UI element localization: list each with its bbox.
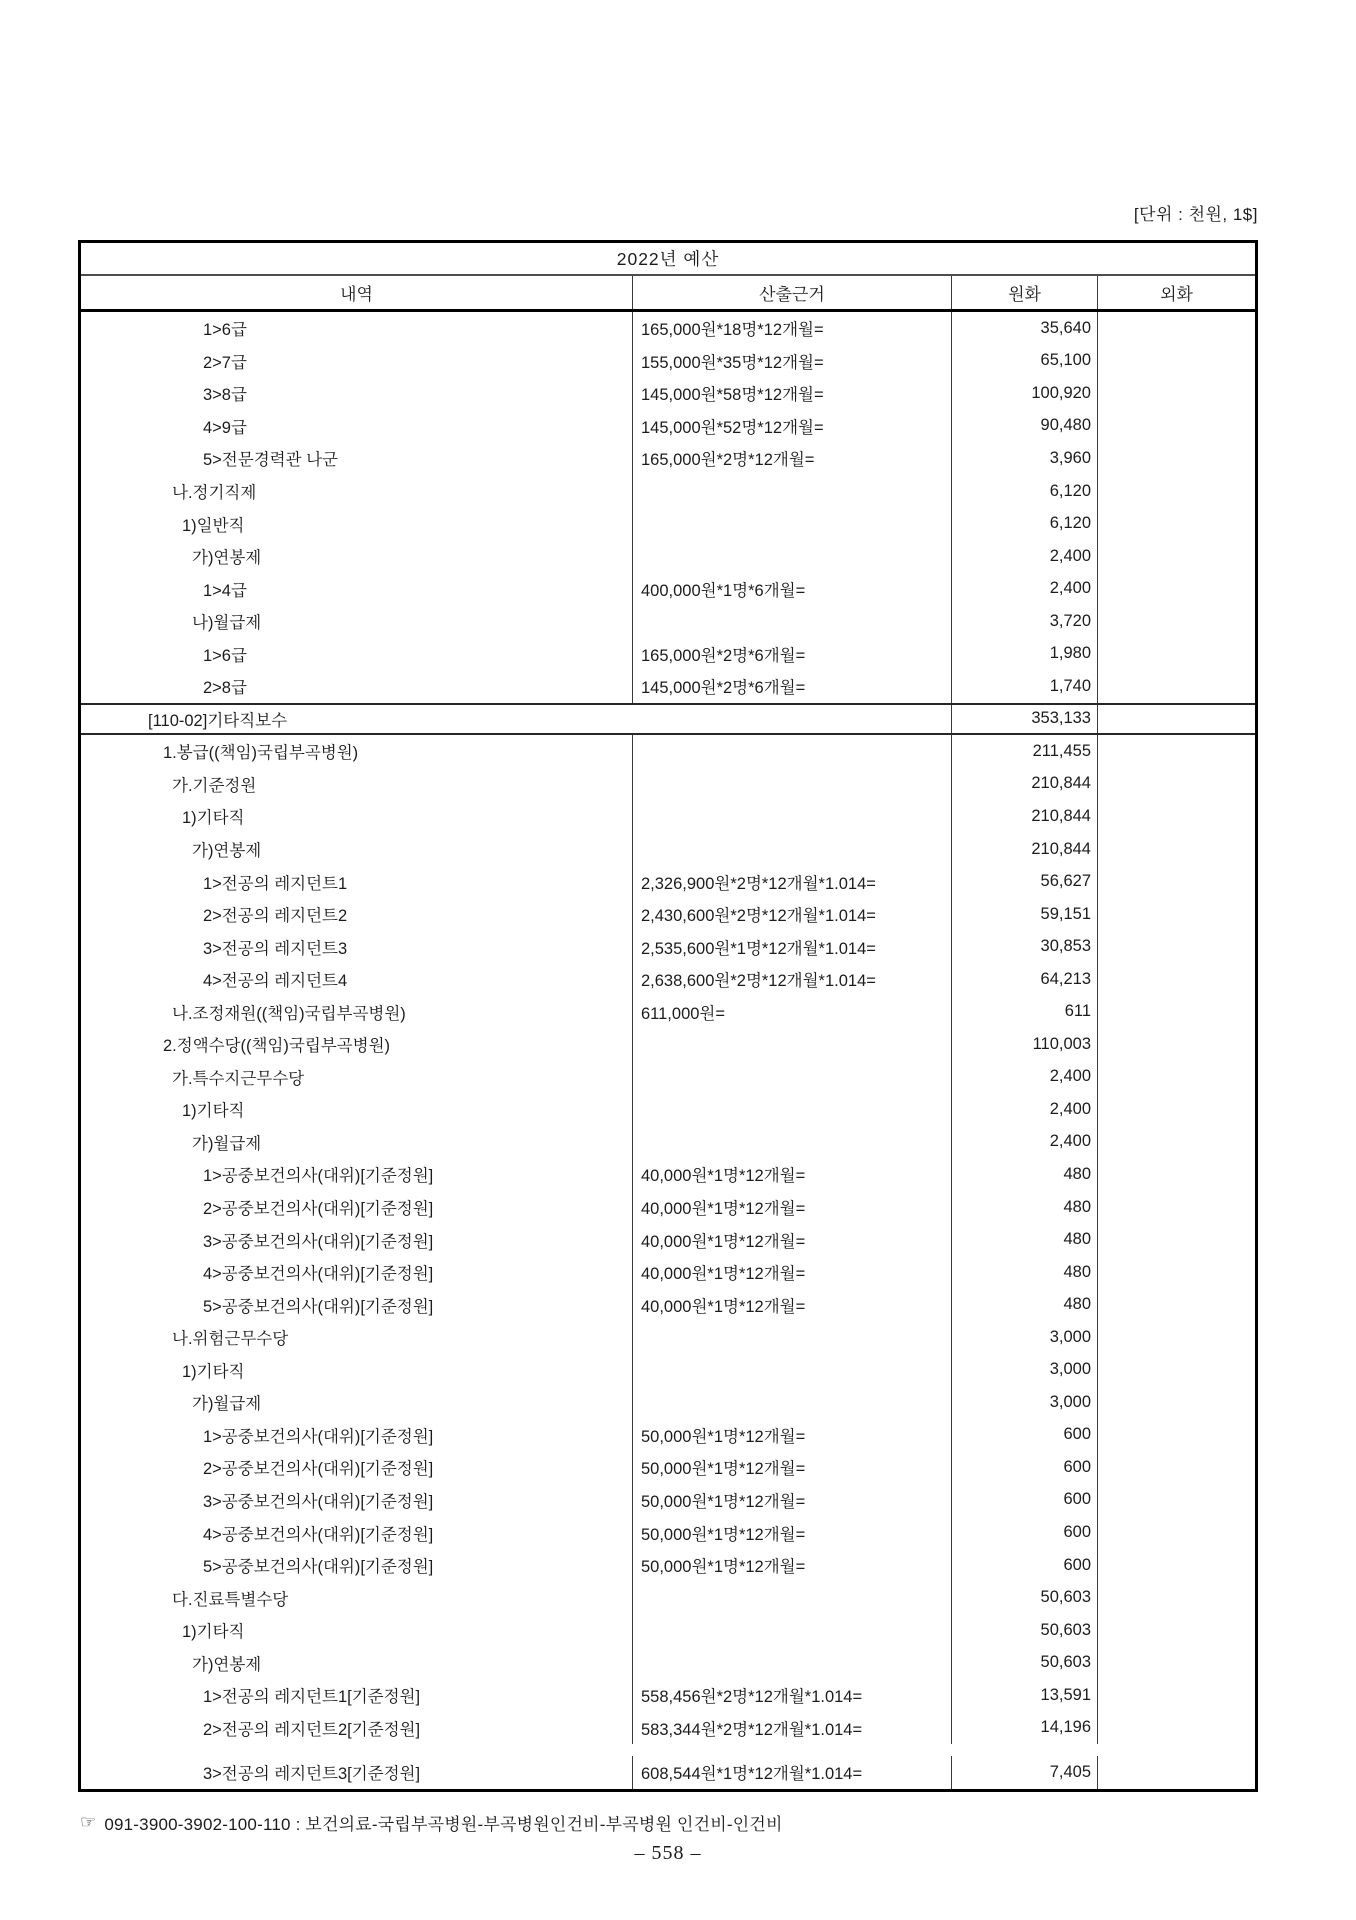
cell-fx (1098, 605, 1255, 638)
table-body (81, 312, 1255, 1789)
cell-detail: 나.조정재원((책임)국립부곡병원) (81, 995, 633, 1028)
cell-detail: 3>전공의 레지던트3 (81, 930, 633, 963)
cell-fx (1098, 1451, 1255, 1484)
cell-krw: 6,120 (952, 507, 1098, 540)
cell-fx (1098, 1646, 1255, 1679)
cell-basis: 155,000원*35명*12개월= (633, 345, 952, 378)
table-header-row (81, 276, 1255, 312)
cell-basis (633, 768, 952, 801)
cell-fx (1098, 768, 1255, 801)
cell-basis (633, 1061, 952, 1094)
cell-krw: 65,100 (952, 345, 1098, 378)
cell-detail: 5>공중보건의사(대위)[기준정원] (81, 1288, 633, 1321)
cell-basis (633, 1354, 952, 1387)
table-row (81, 1646, 1255, 1679)
table-row (81, 1386, 1255, 1419)
cell-fx (1098, 637, 1255, 670)
cell-krw: 1,980 (952, 637, 1098, 670)
cell-detail: 1>6급 (81, 637, 633, 670)
cell-krw: 6,120 (952, 475, 1098, 508)
table-row (81, 995, 1255, 1028)
cell-basis (633, 1646, 952, 1679)
cell-fx (1098, 963, 1255, 996)
cell-fx (1098, 540, 1255, 573)
table-row (81, 1354, 1255, 1387)
cell-basis: 608,544원*1명*12개월*1.014= (633, 1756, 952, 1789)
cell-fx (1098, 670, 1255, 703)
table-row (81, 1191, 1255, 1224)
cell-fx (1098, 1191, 1255, 1224)
cell-detail: 3>공중보건의사(대위)[기준정원] (81, 1223, 633, 1256)
table-row (81, 377, 1255, 410)
cell-basis (633, 833, 952, 866)
cell-fx (1098, 1679, 1255, 1712)
cell-basis (633, 540, 952, 573)
col-header-basis: 산출근거 (633, 276, 952, 309)
table-row (81, 703, 1255, 736)
table-row (81, 540, 1255, 573)
cell-fx (1098, 1756, 1255, 1789)
cell-krw: 611 (952, 995, 1098, 1028)
table-row (81, 1419, 1255, 1452)
cell-krw: 600 (952, 1451, 1098, 1484)
table-row (81, 670, 1255, 703)
cell-basis: 2,535,600원*1명*12개월*1.014= (633, 930, 952, 963)
table-row (81, 768, 1255, 801)
cell-fx (1098, 442, 1255, 475)
cell-krw: 3,720 (952, 605, 1098, 638)
cell-basis (633, 475, 952, 508)
table-row (81, 1321, 1255, 1354)
cell-krw: 35,640 (952, 312, 1098, 345)
table-row (81, 930, 1255, 963)
table-row (81, 1223, 1255, 1256)
cell-krw: 100,920 (952, 377, 1098, 410)
cell-krw: 2,400 (952, 540, 1098, 573)
cell-krw: 7,405 (952, 1756, 1098, 1789)
cell-detail: 가.특수지근무수당 (81, 1061, 633, 1094)
cell-krw: 353,133 (952, 705, 1098, 734)
cell-fx (1098, 1516, 1255, 1549)
cell-basis: 145,000원*2명*6개월= (633, 670, 952, 703)
cell-krw: 50,603 (952, 1614, 1098, 1647)
cell-krw: 480 (952, 1191, 1098, 1224)
table-row (81, 442, 1255, 475)
cell-detail: 2>7급 (81, 345, 633, 378)
cell-fx (1098, 1549, 1255, 1582)
cell-basis: 2,638,600원*2명*12개월*1.014= (633, 963, 952, 996)
cell-krw: 13,591 (952, 1679, 1098, 1712)
cell-basis: 583,344원*2명*12개월*1.014= (633, 1712, 952, 1745)
cell-detail: 1)기타직 (81, 1354, 633, 1387)
cell-detail: 가)월급제 (81, 1126, 633, 1159)
cell-krw: 210,844 (952, 768, 1098, 801)
table-row (81, 1756, 1255, 1789)
cell-fx (1098, 1484, 1255, 1517)
cell-fx (1098, 1093, 1255, 1126)
cell-detail: 1>4급 (81, 572, 633, 605)
cell-krw: 3,960 (952, 442, 1098, 475)
cell-fx (1098, 833, 1255, 866)
cell-basis: 2,326,900원*2명*12개월*1.014= (633, 865, 952, 898)
table-row (81, 1158, 1255, 1191)
cell-krw: 59,151 (952, 898, 1098, 931)
cell-detail: 나.정기직제 (81, 475, 633, 508)
table-row (81, 507, 1255, 540)
cell-detail: 1>공중보건의사(대위)[기준정원] (81, 1419, 633, 1452)
table-row (81, 1614, 1255, 1647)
cell-fx (1098, 1581, 1255, 1614)
cell-detail: 4>전공의 레지던트4 (81, 963, 633, 996)
table-row (81, 1028, 1255, 1061)
table-row (81, 963, 1255, 996)
budget-table (78, 240, 1258, 1792)
cell-basis: 611,000원= (633, 995, 952, 1028)
cell-fx (1098, 1158, 1255, 1191)
cell-krw: 2,400 (952, 1061, 1098, 1094)
cell-krw: 30,853 (952, 930, 1098, 963)
cell-fx (1098, 1614, 1255, 1647)
cell-krw: 2,400 (952, 572, 1098, 605)
table-row (81, 735, 1255, 768)
cell-basis: 165,000원*2명*6개월= (633, 637, 952, 670)
cell-detail: 2.정액수당((책임)국립부곡병원) (81, 1028, 633, 1061)
cell-detail: 2>공중보건의사(대위)[기준정원] (81, 1191, 633, 1224)
cell-fx (1098, 1256, 1255, 1289)
cell-detail: 1>6급 (81, 312, 633, 345)
cell-fx (1098, 1321, 1255, 1354)
cell-detail: 4>공중보건의사(대위)[기준정원] (81, 1516, 633, 1549)
cell-krw: 50,603 (952, 1581, 1098, 1614)
table-row (81, 1126, 1255, 1159)
cell-detail: 4>9급 (81, 410, 633, 443)
cell-basis (633, 1321, 952, 1354)
cell-basis: 558,456원*2명*12개월*1.014= (633, 1679, 952, 1712)
cell-detail: 2>전공의 레지던트2[기준정원] (81, 1712, 633, 1745)
cell-detail: 가)월급제 (81, 1386, 633, 1419)
cell-krw: 600 (952, 1516, 1098, 1549)
table-row (81, 1712, 1255, 1745)
cell-basis: 145,000원*58명*12개월= (633, 377, 952, 410)
table-row (81, 898, 1255, 931)
cell-basis: 40,000원*1명*12개월= (633, 1158, 952, 1191)
cell-fx (1098, 898, 1255, 931)
cell-basis: 40,000원*1명*12개월= (633, 1256, 952, 1289)
cell-fx (1098, 800, 1255, 833)
cell-fx (1098, 1712, 1255, 1745)
cell-fx (1098, 1223, 1255, 1256)
cell-krw: 210,844 (952, 800, 1098, 833)
cell-detail: 다.진료특별수당 (81, 1581, 633, 1614)
cell-fx (1098, 507, 1255, 540)
cell-detail: 가)연봉제 (81, 540, 633, 573)
cell-basis (633, 800, 952, 833)
cell-detail: 2>전공의 레지던트2 (81, 898, 633, 931)
cell-basis: 40,000원*1명*12개월= (633, 1288, 952, 1321)
table-row (81, 637, 1255, 670)
cell-fx (1098, 1288, 1255, 1321)
cell-basis: 400,000원*1명*6개월= (633, 572, 952, 605)
cell-fx (1098, 705, 1255, 734)
cell-basis: 50,000원*1명*12개월= (633, 1549, 952, 1582)
cell-fx (1098, 1061, 1255, 1094)
table-row (81, 1256, 1255, 1289)
cell-basis (633, 605, 952, 638)
table-row (81, 1516, 1255, 1549)
cell-basis (633, 735, 952, 768)
unit-label: [단위 : 천원, 1$] (1133, 205, 1258, 224)
footer-note (80, 1810, 783, 1835)
cell-krw: 1,740 (952, 670, 1098, 703)
col-header-krw: 원화 (952, 276, 1098, 309)
page-number: – 558 – (634, 1842, 702, 1864)
cell-basis (633, 1581, 952, 1614)
cell-detail: 4>공중보건의사(대위)[기준정원] (81, 1256, 633, 1289)
cell-detail: 1)기타직 (81, 1614, 633, 1647)
cell-fx (1098, 1126, 1255, 1159)
cell-krw: 480 (952, 1158, 1098, 1191)
cell-fx (1098, 572, 1255, 605)
table-row (81, 605, 1255, 638)
cell-detail: 5>공중보건의사(대위)[기준정원] (81, 1549, 633, 1582)
table-row (81, 1484, 1255, 1517)
cell-basis: 40,000원*1명*12개월= (633, 1191, 952, 1224)
cell-krw: 56,627 (952, 865, 1098, 898)
cell-detail: 나.위험근무수당 (81, 1321, 633, 1354)
cell-krw: 3,000 (952, 1386, 1098, 1419)
cell-basis: 165,000원*18명*12개월= (633, 312, 952, 345)
cell-detail: 1>전공의 레지던트1[기준정원] (81, 1679, 633, 1712)
table-row (81, 410, 1255, 443)
cell-fx (1098, 1028, 1255, 1061)
cell-krw: 600 (952, 1549, 1098, 1582)
cell-detail: 가.기준정원 (81, 768, 633, 801)
cell-detail: 5>전문경력관 나군 (81, 442, 633, 475)
cell-detail: 1.봉급((책임)국립부곡병원) (81, 735, 633, 768)
cell-fx (1098, 345, 1255, 378)
cell-detail: 나)월급제 (81, 605, 633, 638)
cell-fx (1098, 475, 1255, 508)
cell-basis (633, 1126, 952, 1159)
col-header-fx: 외화 (1160, 285, 1193, 304)
table-row (81, 475, 1255, 508)
cell-detail: 3>8급 (81, 377, 633, 410)
cell-basis: 50,000원*1명*12개월= (633, 1516, 952, 1549)
table-row (81, 1679, 1255, 1712)
cell-basis (633, 1028, 952, 1061)
cell-krw: 110,003 (952, 1028, 1098, 1061)
table-row (81, 1549, 1255, 1582)
table-row (81, 312, 1255, 345)
cell-basis: 2,430,600원*2명*12개월*1.014= (633, 898, 952, 931)
table-row (81, 1093, 1255, 1126)
cell-detail: 1)일반직 (81, 507, 633, 540)
cell-fx (1098, 995, 1255, 1028)
table-row (81, 1451, 1255, 1484)
cell-fx (1098, 410, 1255, 443)
cell-basis: 50,000원*1명*12개월= (633, 1419, 952, 1452)
cell-detail: 2>공중보건의사(대위)[기준정원] (81, 1451, 633, 1484)
cell-krw: 480 (952, 1223, 1098, 1256)
table-row (81, 1288, 1255, 1321)
table-title: 2022년 예산 (81, 243, 1255, 276)
table-row (81, 1061, 1255, 1094)
cell-krw: 480 (952, 1256, 1098, 1289)
cell-krw: 480 (952, 1288, 1098, 1321)
cell-krw: 64,213 (952, 963, 1098, 996)
cell-fx (1098, 312, 1255, 345)
cell-detail: 가)연봉제 (81, 1646, 633, 1679)
cell-fx (1098, 735, 1255, 768)
cell-basis (633, 1093, 952, 1126)
cell-krw: 211,455 (952, 735, 1098, 768)
cell-detail: 1)기타직 (81, 1093, 633, 1126)
cell-basis (633, 1386, 952, 1419)
cell-detail: 3>공중보건의사(대위)[기준정원] (81, 1484, 633, 1517)
cell-fx (1098, 930, 1255, 963)
cell-fx (1098, 1386, 1255, 1419)
cell-detail: 2>8급 (81, 670, 633, 703)
table-row (81, 833, 1255, 866)
cell-krw: 3,000 (952, 1321, 1098, 1354)
table-row (81, 572, 1255, 605)
cell-krw: 14,196 (952, 1712, 1098, 1745)
cell-detail: 1)기타직 (81, 800, 633, 833)
cell-krw: 3,000 (952, 1354, 1098, 1387)
table-row (81, 865, 1255, 898)
cell-basis: 50,000원*1명*12개월= (633, 1451, 952, 1484)
cell-detail: 1>공중보건의사(대위)[기준정원] (81, 1158, 633, 1191)
cell-detail: [110-02]기타직보수 (81, 705, 952, 734)
cell-krw: 50,603 (952, 1646, 1098, 1679)
cell-krw: 90,480 (952, 410, 1098, 443)
cell-krw: 600 (952, 1419, 1098, 1452)
cell-basis: 40,000원*1명*12개월= (633, 1223, 952, 1256)
cell-krw: 600 (952, 1484, 1098, 1517)
col-header-detail: 내역 (81, 276, 633, 309)
table-row (81, 800, 1255, 833)
cell-krw: 2,400 (952, 1126, 1098, 1159)
cell-krw: 2,400 (952, 1093, 1098, 1126)
cell-krw: 210,844 (952, 833, 1098, 866)
cell-basis (633, 507, 952, 540)
cell-basis: 165,000원*2명*12개월= (633, 442, 952, 475)
cell-detail: 1>전공의 레지던트1 (81, 865, 633, 898)
cell-fx (1098, 1419, 1255, 1452)
table-row (81, 345, 1255, 378)
cell-fx (1098, 865, 1255, 898)
pointing-finger-icon: ☞ (80, 1812, 97, 1832)
cell-basis: 50,000원*1명*12개월= (633, 1484, 952, 1517)
cell-basis: 145,000원*52명*12개월= (633, 410, 952, 443)
cell-fx (1098, 1354, 1255, 1387)
cell-basis (633, 1614, 952, 1647)
footer-note-text: 091-3900-3902-100-110 : 보건의료-국립부곡병원-부곡병원인건비-부곡병원 인건비-인건비 (104, 1815, 783, 1834)
cell-detail: 가)연봉제 (81, 833, 633, 866)
cell-fx (1098, 377, 1255, 410)
table-row (81, 1581, 1255, 1614)
cell-detail: 3>전공의 레지던트3[기준정원] (81, 1756, 633, 1789)
